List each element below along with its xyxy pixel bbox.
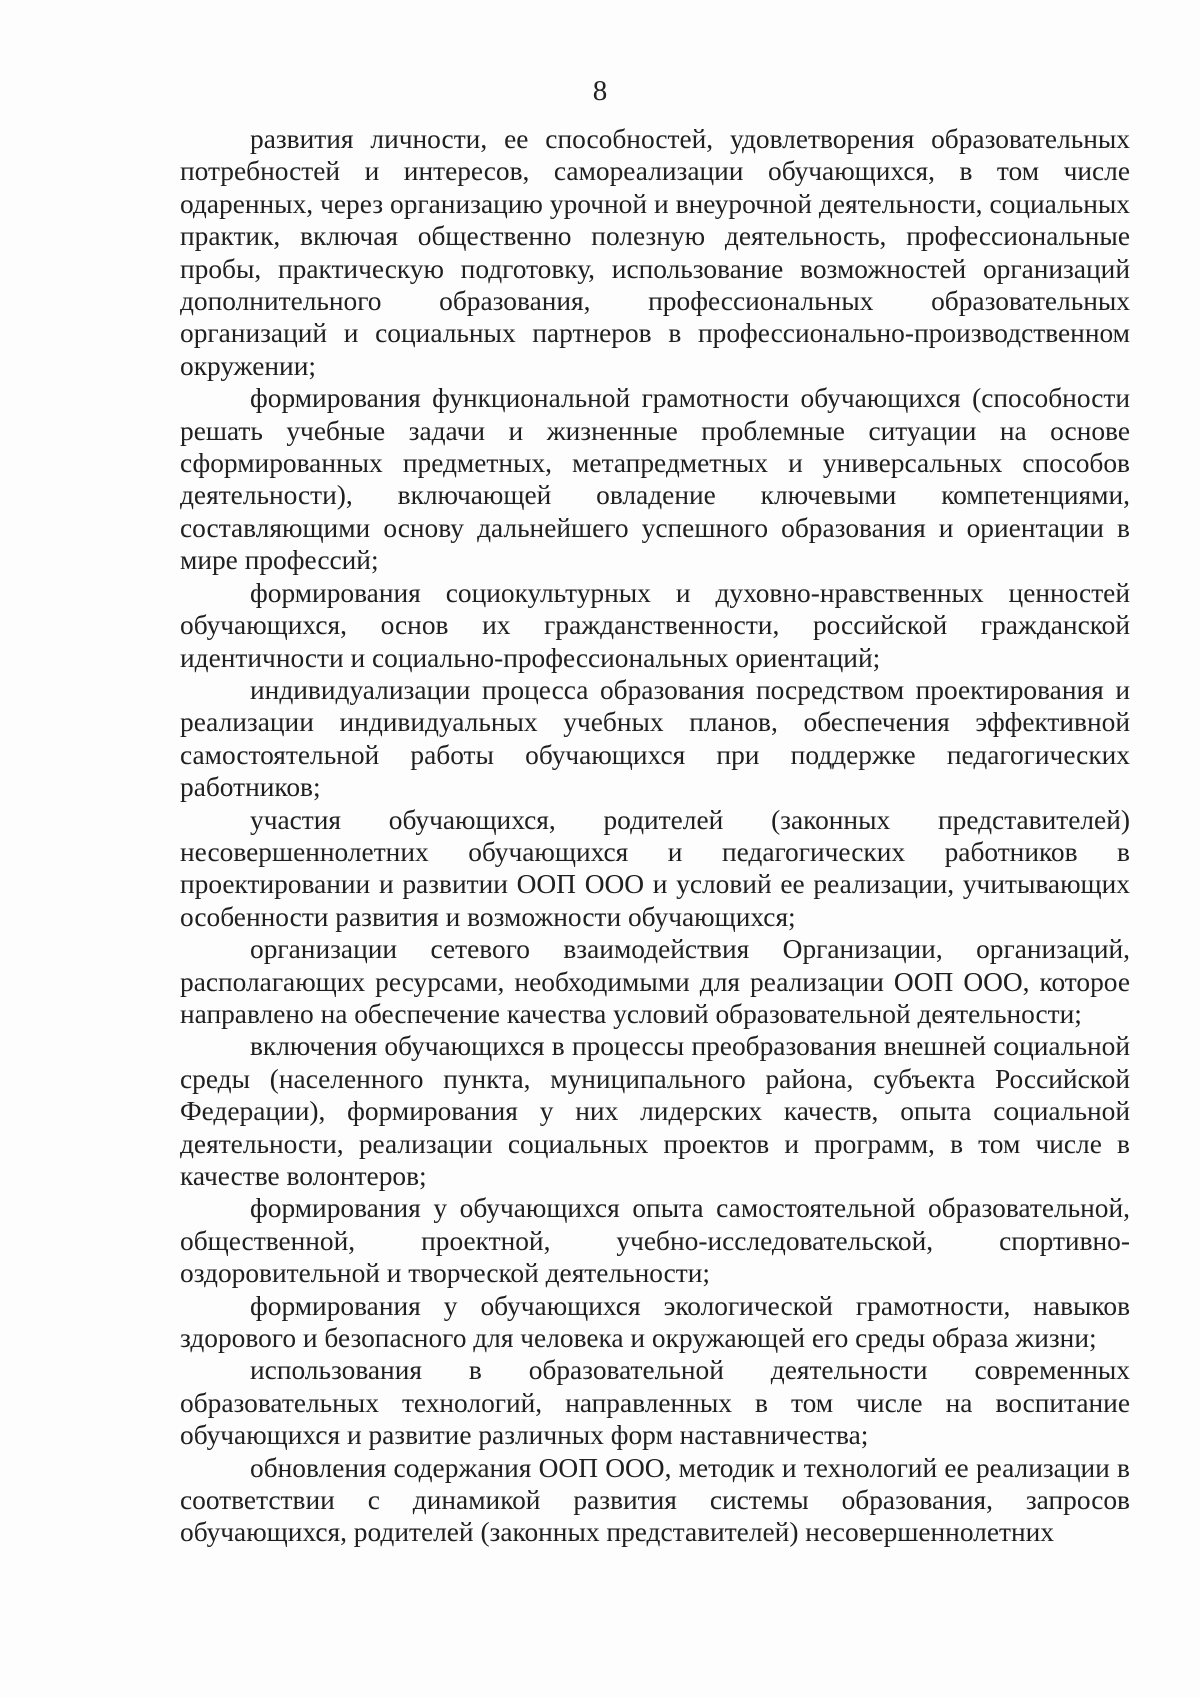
paragraph-8: формирования у обучающихся опыта самостоятельной образовательной, общественной, проектной, учебно-исследовательской, спортивно-оздоровительной и творческой деятельности; (180, 1193, 1130, 1289)
page-number: 8 (592, 75, 608, 107)
paragraph-6: организации сетевого взаимодействия Организации, организаций, располагающих ресурсами, необходимыми для реализации ООП ООО, которое направлено на обеспечение качества условий образовательной деятельности; (180, 934, 1130, 1029)
body-text (180, 123, 1130, 1549)
paragraph-11: обновления содержания ООП ООО, методик и технологий ее реализации в соответствии с динамикой развития системы образования, запросов обучающихся, родителей (законных представителей) несовершеннолетних (180, 1452, 1130, 1548)
paragraph-7: включения обучающихся в процессы преобразования внешней социальной среды (населенного пункта, муниципального района, субъекта Российской Федерации), формирования у них лидерских качеств, опыта социальной деятельности, реализации социальных проектов и программ, в том числе в качестве волонтеров; (180, 1031, 1130, 1191)
paragraph-9: формирования у обучающихся экологической грамотности, навыков здорового и безопасного для человека и окружающей его среды образа жизни; (180, 1290, 1130, 1354)
paragraph-3: формирования социокультурных и духовно-нравственных ценностей обучающихся, основ их гражданственности, российской гражданской идентичности и социально-профессиональных ориентаций; (180, 577, 1130, 673)
paragraph-2: формирования функциональной грамотности обучающихся (способности решать учебные задачи и жизненные проблемные ситуации на основе сформированных предметных, метапредметных и универсальных способов деятельности), включающей овладение ключевыми компетенциями, составляющими основу дальнейшего успешного образования и ориентации в мире профессий; (180, 383, 1130, 576)
paragraph-4: индивидуализации процесса образования посредством проектирования и реализации индивидуальных учебных планов, обеспечения эффективной самостоятельной работы обучающихся при поддержке педагогических работников; (180, 674, 1130, 803)
paragraph-10: использования в образовательной деятельности современных образовательных технологий, направленных в том числе на воспитание обучающихся и развитие различных форм наставничества; (180, 1355, 1130, 1451)
paragraph-1: развития личности, ее способностей, удовлетворения образовательных потребностей и интересов, самореализации обучающихся, в том числе одаренных, через организацию урочной и внеурочной деятельности, социальных практик, включая общественно полезную деятельность, профессиональные пробы, практическую подготовку, использование возможностей организаций дополнительного образования, профессиональных образовательных организаций и социальных партнеров в профессионально-производственном окружении; (180, 124, 1130, 381)
paragraph-5: участия обучающихся, родителей (законных представителей) несовершеннолетних обучающихся и педагогических работников в проектировании и развитии ООП ООО и условий ее реализации, учитывающих особенности развития и возможности обучающихся; (180, 804, 1130, 932)
